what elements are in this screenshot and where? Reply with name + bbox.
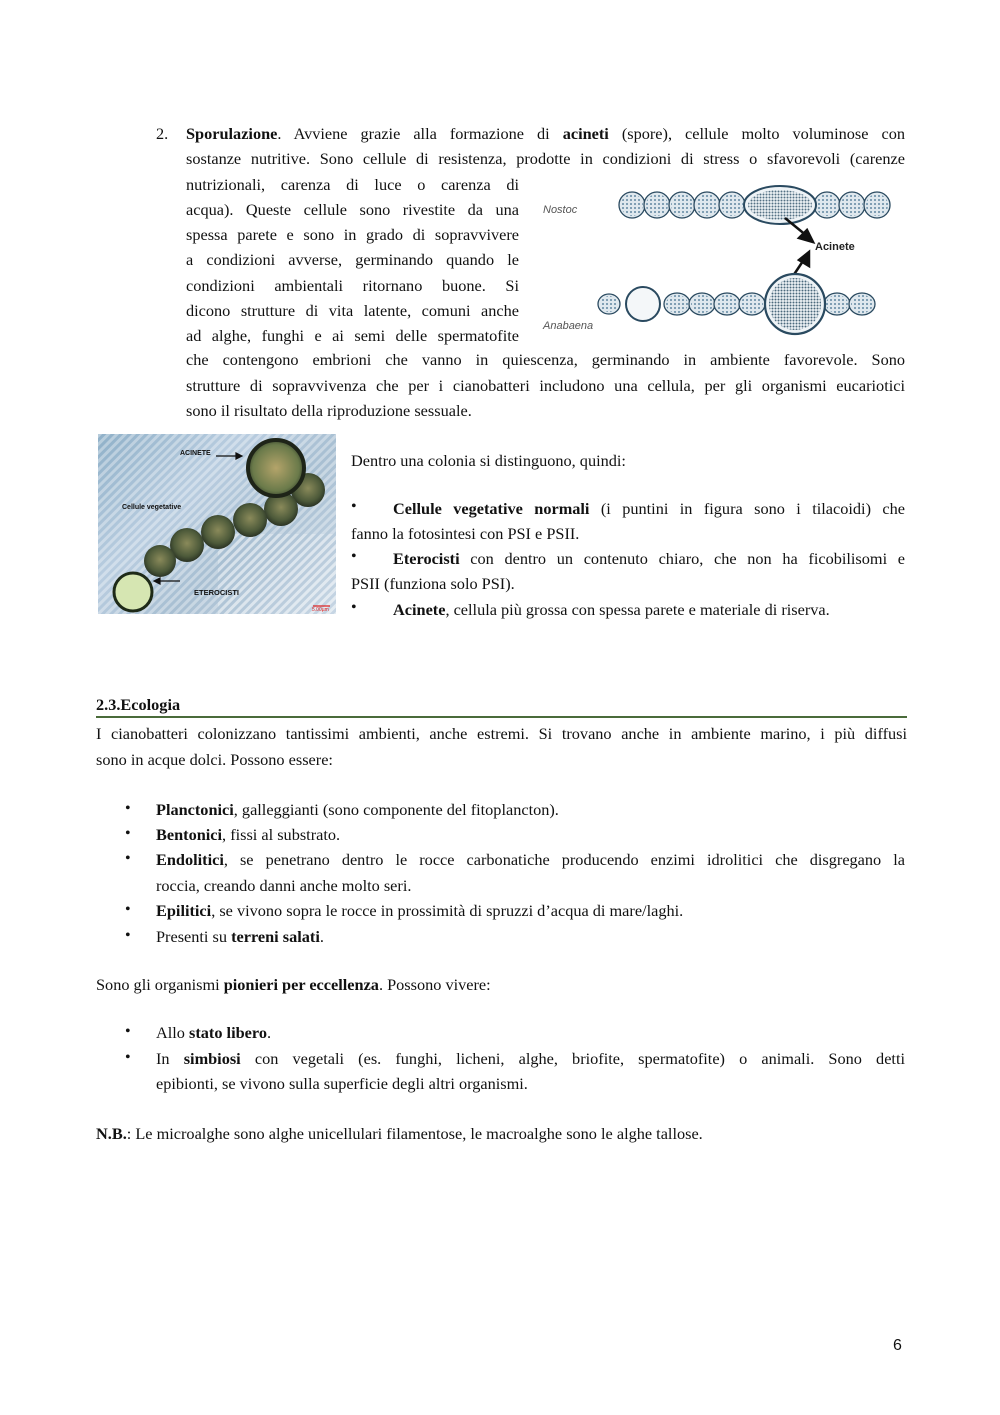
bullet-icon: • bbox=[125, 1023, 131, 1040]
paragraph-line: Sporulazione. Avviene grazie alla formazione di acineti (spore), cellule molto voluminose con bbox=[186, 124, 905, 143]
label-acinete-photo: ACINETE bbox=[180, 450, 211, 457]
paragraph-line: sono in acque dolci. Possono essere: bbox=[96, 750, 333, 769]
list-item-cont: fanno la fotosintesi con PSI e PSII. bbox=[351, 524, 580, 543]
list-item-cont: epibionti, se vivono sulla superficie degli altri organismi. bbox=[156, 1074, 528, 1093]
bullet-icon: • bbox=[125, 800, 131, 817]
list-item: Cellule vegetative normali (i puntini in figura sono i tilacoidi) che bbox=[393, 499, 906, 518]
label-nostoc: Nostoc bbox=[543, 204, 578, 216]
paragraph-line: ad alghe, funghi e ai semi delle spermatofite bbox=[186, 326, 519, 345]
filament-drawing bbox=[537, 178, 907, 338]
arrow-icons bbox=[785, 218, 813, 276]
scale-bar-label: 5.00µm bbox=[312, 607, 329, 613]
list-item: Allo stato libero. bbox=[156, 1023, 272, 1042]
page-number: 6 bbox=[893, 1337, 902, 1354]
bullet-icon: • bbox=[125, 1049, 131, 1066]
bullet-icon: • bbox=[125, 850, 131, 867]
paragraph-line: condizioni ambientali ritornano buone. Si bbox=[186, 276, 519, 295]
list-item-cont: PSII (funziona solo PSI). bbox=[351, 574, 515, 593]
label-acinete-drawing: Acinete bbox=[815, 241, 855, 253]
paragraph-line: nutrizionali, carenza di luce o carenza di bbox=[186, 175, 519, 194]
list-item: Presenti su terreni salati. bbox=[156, 927, 324, 946]
term-sporulazione: Sporulazione bbox=[186, 124, 278, 143]
list-number: 2. bbox=[156, 124, 169, 143]
list-item: Eterocisti con dentro un contenuto chiaro, che non ha ficobilisomi e bbox=[393, 549, 905, 568]
term-acineti: acineti bbox=[562, 124, 609, 143]
list-item: Endolitici, se penetrano dentro le rocce carbonatiche producendo enzimi idrolitici che disgregano la bbox=[156, 850, 905, 869]
label-eterocisti: ETEROCISTI bbox=[194, 588, 240, 597]
paragraph-line: Sono gli organismi pionieri per eccellenza. Possono vivere: bbox=[96, 975, 491, 994]
heterocyst-cell bbox=[114, 573, 152, 611]
anabaena-heterocyst bbox=[626, 287, 660, 321]
heading-rule bbox=[96, 716, 907, 718]
paragraph-line: a condizioni avverse, germinando quando le bbox=[186, 250, 519, 269]
list-item: Epilitici, se vivono sopra le rocce in prossimità di spruzzi d’acqua di mare/laghi. bbox=[156, 901, 684, 920]
acinete-cell bbox=[248, 440, 304, 496]
list-item: In simbiosi con vegetali (es. funghi, licheni, alghe, briofite, spermatofite) o animali. Sono detti bbox=[156, 1049, 905, 1068]
note-line: N.B.: Le microalghe sono alghe unicellulari filamentose, le macroalghe sono le alghe tallose. bbox=[96, 1124, 703, 1143]
paragraph-line: I cianobatteri colonizzano tantissimi ambienti, anche estremi. Si trovano anche in ambiente marino, i più diffusi bbox=[96, 724, 907, 743]
list-item: Planctonici, galleggianti (sono componente del fitoplancton). bbox=[156, 800, 559, 819]
list-item: Bentonici, fissi al substrato. bbox=[156, 825, 341, 844]
bullet-icon: • bbox=[351, 498, 357, 515]
label-anabaena: Anabaena bbox=[543, 320, 594, 332]
bullet-icon: • bbox=[125, 901, 131, 918]
bullet-icon: • bbox=[351, 599, 357, 616]
figure-nostoc-anabaena bbox=[537, 178, 907, 338]
label-cellule-vegetative: Cellule vegetative bbox=[122, 504, 182, 511]
colony-intro: Dentro una colonia si distinguono, quindi: bbox=[351, 451, 626, 470]
paragraph-line: sono il risultato della riproduzione sessuale. bbox=[186, 401, 472, 420]
list-item-cont: roccia, creando danni anche molto seri. bbox=[156, 876, 412, 895]
micrograph-photo bbox=[98, 434, 336, 614]
list-item: Acinete, cellula più grossa con spessa parete e materiale di riserva. bbox=[393, 600, 830, 619]
paragraph-line: che contengono embrioni che vanno in quiescenza, germinando in ambiente favorevole. Sono bbox=[186, 350, 905, 369]
section-heading: 2.3.Ecologia bbox=[96, 695, 181, 714]
bullet-icon: • bbox=[125, 825, 131, 842]
paragraph-line: acqua). Queste cellule sono rivestite da una bbox=[186, 200, 519, 219]
paragraph-line: dicono strutture di vita latente, comuni anche bbox=[186, 301, 519, 320]
paragraph-line: spessa parete e sono in grado di sopravvivere bbox=[186, 225, 519, 244]
bullet-icon: • bbox=[351, 548, 357, 565]
paragraph-line: sostanze nutritive. Sono cellule di resistenza, prodotte in condizioni di stress o sfavorevoli (carenze bbox=[186, 149, 905, 168]
paragraph-line: strutture di sopravvivenza che per i cianobatteri includono una cellula, per gli organismi eucariotici bbox=[186, 376, 905, 395]
bullet-icon: • bbox=[125, 927, 131, 944]
